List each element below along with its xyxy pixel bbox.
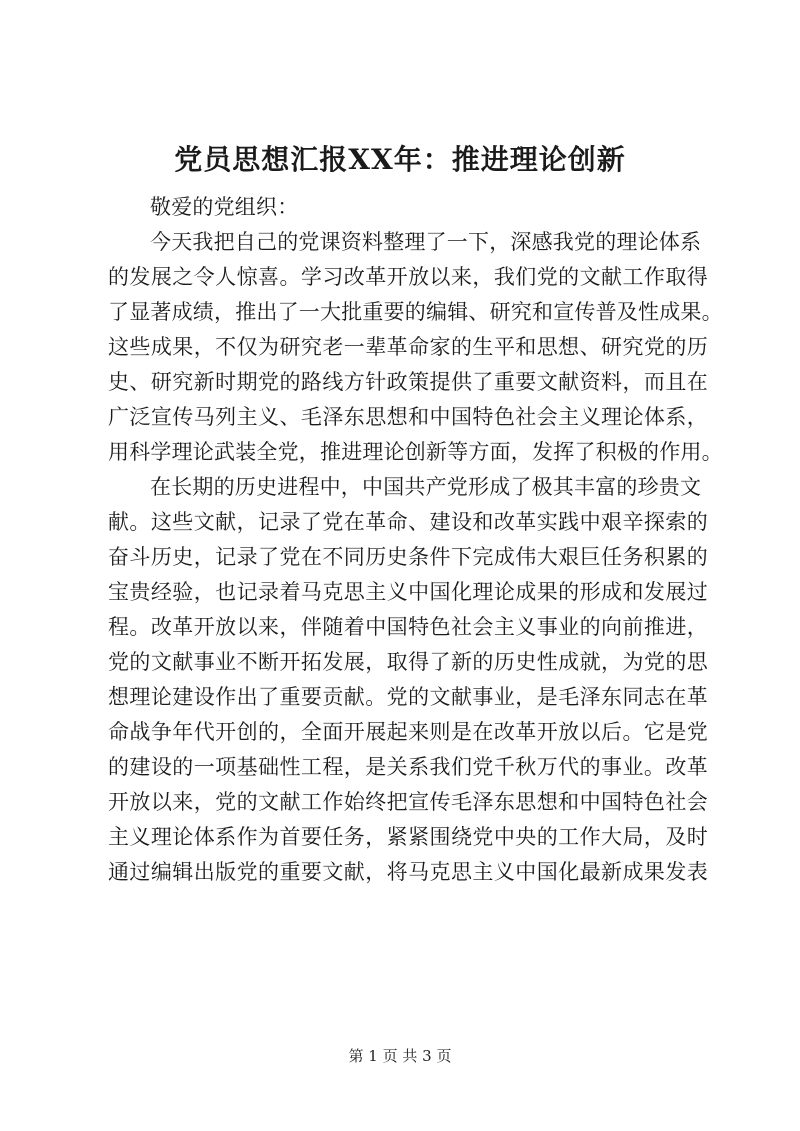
paragraph-1-line-7: 用科学理论武装全党，推进理论创新等方面，发挥了积极的作用。 bbox=[108, 440, 723, 464]
paragraph-1-line-4: 这些成果，不仅为研究老一辈革命家的生平和思想、研究党的历 bbox=[108, 335, 708, 359]
paragraph-2-line-1: 在长期的历史进程中，中国共产党形成了极其丰富的珍贵文 bbox=[150, 475, 702, 499]
paragraph-2-line-11: 主义理论体系作为首要任务，紧紧围绕党中央的工作大局，及时 bbox=[108, 825, 708, 849]
paragraph-1-line-3: 了显著成绩，推出了一大批重要的编辑、研究和宣传普及性成果。 bbox=[108, 300, 723, 324]
document-body bbox=[108, 190, 723, 890]
paragraph-2-line-3: 奋斗历史，记录了党在不同历史条件下完成伟大艰巨任务积累的 bbox=[108, 545, 708, 569]
paragraph-2-line-10: 开放以来，党的文献工作始终把宣传毛泽东思想和中国特色社会 bbox=[108, 790, 708, 814]
paragraph-1-line-1: 今天我把自己的党课资料整理了一下，深感我党的理论体系 bbox=[150, 230, 702, 254]
paragraph-2-line-7: 想理论建设作出了重要贡献。党的文献事业，是毛泽东同志在革 bbox=[108, 685, 708, 709]
paragraph-2-line-5: 程。改革开放以来，伴随着中国特色社会主义事业的向前推进， bbox=[108, 615, 708, 639]
paragraph-2-line-6: 党的文献事业不断开拓发展，取得了新的历史性成就，为党的思 bbox=[108, 650, 708, 674]
paragraph-2-line-4: 宝贵经验，也记录着马克思主义中国化理论成果的形成和发展过 bbox=[108, 580, 708, 604]
paragraph-2-line-9: 的建设的一项基础性工程，是关系我们党千秋万代的事业。改革 bbox=[108, 755, 708, 779]
page-footer: 第 1 页 共 3 页 bbox=[348, 1047, 452, 1065]
paragraph-1-line-5: 史、研究新时期党的路线方针政策提供了重要文献资料，而且在 bbox=[108, 370, 708, 394]
paragraph-2-line-2: 献。这些文献，记录了党在革命、建设和改革实践中艰辛探索的 bbox=[108, 510, 708, 534]
paragraph-2-line-12: 通过编辑出版党的重要文献，将马克思主义中国化最新成果发表 bbox=[108, 860, 708, 884]
paragraph-1-line-6: 广泛宣传马列主义、毛泽东思想和中国特色社会主义理论体系， bbox=[108, 405, 708, 429]
salutation-line: 敬爱的党组织： bbox=[150, 195, 299, 219]
document-title: 党员思想汇报XX年：推进理论创新 bbox=[174, 143, 626, 176]
paragraph-2-line-8: 命战争年代开创的，全面开展起来则是在改革开放以后。它是党 bbox=[108, 720, 708, 744]
paragraph-1-line-2: 的发展之令人惊喜。学习改革开放以来，我们党的文献工作取得 bbox=[108, 265, 708, 289]
